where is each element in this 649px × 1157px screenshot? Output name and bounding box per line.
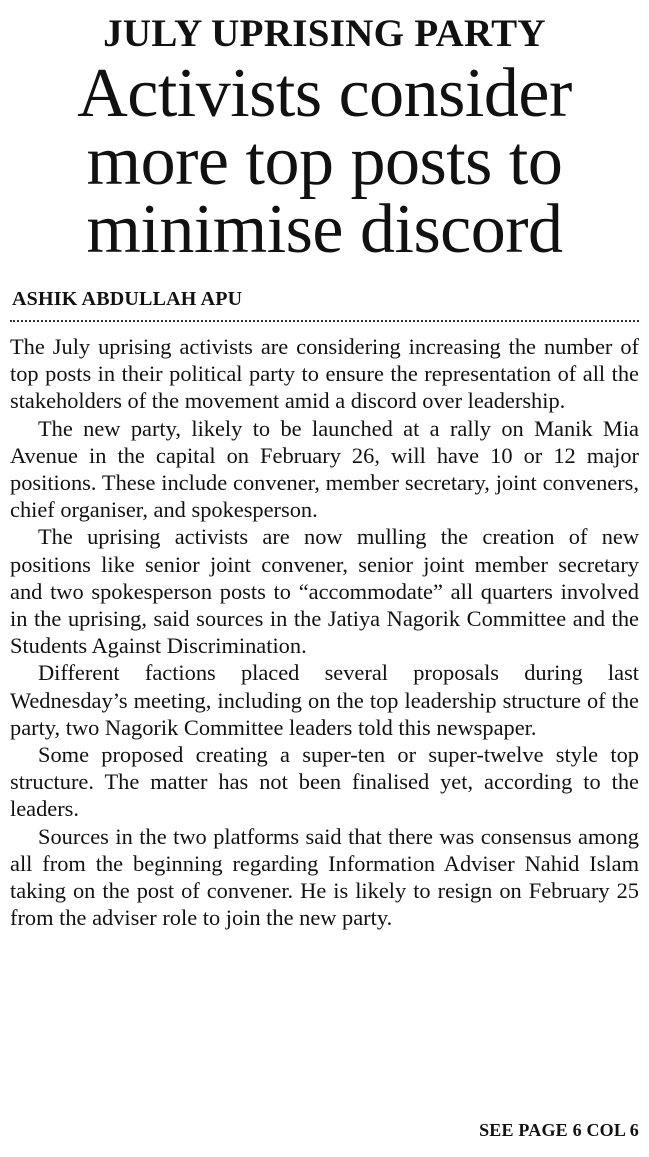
byline-divider bbox=[10, 320, 639, 322]
body-paragraph-5: Some proposed creating a super-ten or super-twelve style top structure. The matter has not been finalised yet, according to the leaders. bbox=[10, 742, 639, 822]
continued-on-page-label: SEE PAGE 6 COL 6 bbox=[479, 1120, 639, 1140]
body-paragraph-1: The July uprising activists are considering increasing the number of top posts in their political party to ensure the representation of all the stakeholders of the movement amid a discord over leadership. bbox=[10, 334, 639, 414]
article-kicker: JULY UPRISING PARTY bbox=[103, 12, 546, 55]
body-paragraph-3: The uprising activists are now mulling the creation of new positions like senior joint convener, senior joint member secretary and two spokesperson posts to “accommodate” all quarters involved in the uprising, said sources in the Jatiya Nagorik Committee and the Students Against Discrimination. bbox=[10, 524, 639, 659]
article-byline: ASHIK ABDULLAH APU bbox=[12, 288, 243, 310]
news-article bbox=[10, 14, 639, 931]
body-paragraph-4: Different factions placed several proposals during last Wednesday’s meeting, including on the top leadership structure of the party, two Nagorik Committee leaders told this newspaper. bbox=[10, 660, 639, 740]
headline-line-1: Activists consider bbox=[77, 55, 572, 132]
body-paragraph-2: The new party, likely to be launched at a rally on Manik Mia Avenue in the capital on February 26, will have 10 or 12 major positions. These include convener, member secretary, joint conveners, chief organiser, and spokesperson. bbox=[10, 415, 639, 523]
article-body bbox=[10, 333, 639, 931]
headline-line-3: minimise discord bbox=[86, 191, 563, 268]
headline-line-2: more top posts to bbox=[86, 123, 563, 200]
body-paragraph-6: Sources in the two platforms said that there was consensus among all from the beginning regarding Information Adviser Nahid Islam taking on the post of convener. He is likely to resign on February 25 from the adviser role to join the new party. bbox=[10, 823, 639, 931]
article-headline bbox=[10, 55, 639, 268]
